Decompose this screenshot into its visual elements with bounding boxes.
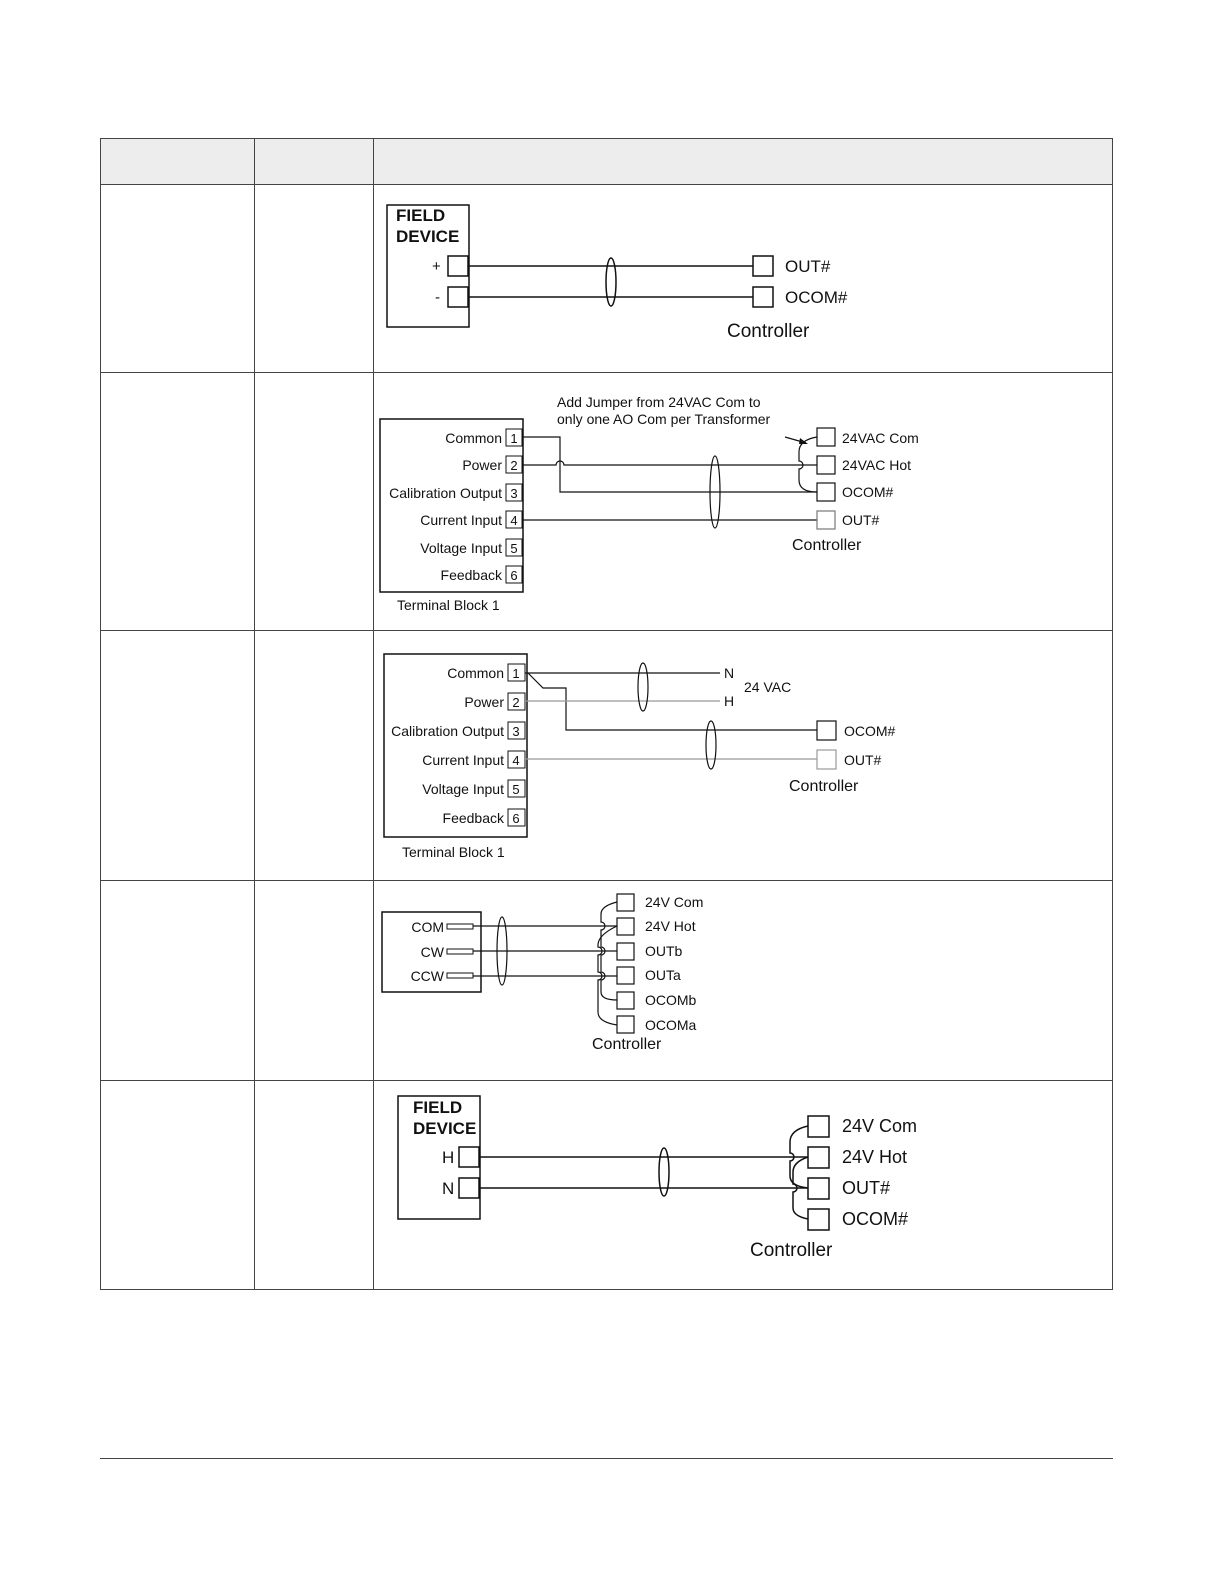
controller-terminal-label: OCOMb [645, 992, 697, 1008]
controller-terminal-label: OCOM# [842, 484, 894, 500]
terminal-number: 6 [510, 568, 518, 583]
terminal-label: Calibration Output [389, 485, 502, 501]
controller-label: Controller [727, 321, 810, 342]
controller-terminal-label: 24VAC Hot [842, 457, 911, 473]
controller-terminal-label: OUTa [645, 967, 681, 983]
out-label: OUT# [844, 752, 882, 768]
terminal-number: 6 [512, 811, 520, 826]
diagram-row-2 [380, 394, 919, 613]
terminal-block-label: Terminal Block 1 [402, 844, 505, 860]
controller-terminal [817, 721, 836, 740]
jumper-arrowhead [799, 438, 808, 444]
controller-terminal [617, 894, 634, 911]
controller-terminal-label: OUTb [645, 943, 683, 959]
terminal-label: Current Input [422, 752, 504, 768]
plus-label: + [432, 258, 441, 275]
controller-terminal-label: OCOM# [842, 1209, 909, 1229]
controller-terminal [817, 483, 835, 501]
controller-terminal [617, 1016, 634, 1033]
controller-terminal [808, 1178, 829, 1199]
controller-terminal-label: OUT# [842, 1178, 891, 1198]
terminal-number: 1 [512, 666, 520, 681]
terminal-ocom [753, 287, 773, 307]
twisted-pair-marker [638, 663, 648, 711]
terminal-plus [448, 256, 468, 276]
controller-terminal-label: OUT# [842, 512, 880, 528]
device-pin [447, 949, 473, 954]
device-terminal-label: COM [411, 919, 444, 935]
n-label: N [724, 665, 735, 681]
controller-label: Controller [592, 1036, 662, 1053]
terminal-number: 2 [510, 458, 518, 473]
twisted-pair-marker [606, 258, 616, 306]
terminal-number: 5 [512, 782, 520, 797]
diagram-row-3 [384, 654, 896, 860]
n-label: N [442, 1179, 455, 1198]
jumper-note: only one AO Com per Transformer [557, 411, 771, 427]
terminal-number: 4 [512, 753, 520, 768]
controller-terminal-label: 24VAC Com [842, 430, 919, 446]
controller-terminal-label: 24V Hot [842, 1147, 908, 1167]
device-pin [447, 973, 473, 978]
diagram-row-4 [382, 894, 703, 1053]
terminal-n [459, 1178, 479, 1198]
controller-terminal [617, 918, 634, 935]
twisted-pair-marker [706, 721, 716, 769]
terminal-number: 3 [510, 486, 518, 501]
terminal-label: Power [462, 457, 502, 473]
device-terminal-label: CCW [410, 968, 444, 984]
terminal-label: Common [445, 430, 502, 446]
terminal-number: 1 [510, 431, 518, 446]
field-device-title: DEVICE [413, 1119, 477, 1138]
field-device-title: FIELD [396, 206, 446, 225]
ocom-label: OCOM# [844, 723, 896, 739]
terminal-number: 3 [512, 724, 520, 739]
vac-label: 24 VAC [744, 679, 792, 695]
wire-power [522, 461, 817, 465]
terminal-label: Feedback [442, 810, 504, 826]
controller-terminal [808, 1209, 829, 1230]
terminal-label: Voltage Input [420, 540, 502, 556]
terminal-label: Feedback [440, 567, 502, 583]
controller-terminal [617, 992, 634, 1009]
terminal-label: Common [447, 665, 504, 681]
ocom-label: OCOM# [785, 288, 848, 307]
terminal-minus [448, 287, 468, 307]
controller-terminal [808, 1116, 829, 1137]
terminal-out [753, 256, 773, 276]
controller-terminal [617, 967, 634, 984]
controller-label: Controller [792, 537, 862, 554]
controller-label: Controller [789, 778, 859, 795]
terminal-number: 4 [510, 513, 518, 528]
terminal-label: Calibration Output [391, 723, 504, 739]
controller-terminal-label: 24V Com [842, 1116, 918, 1136]
terminal-label: Voltage Input [422, 781, 504, 797]
controller-terminal-label: OCOMa [645, 1017, 697, 1033]
controller-terminal [617, 943, 634, 960]
device-pin [447, 924, 473, 929]
terminal-block-label: Terminal Block 1 [397, 597, 500, 613]
controller-terminal [817, 511, 835, 529]
controller-terminal [817, 456, 835, 474]
terminal-h [459, 1147, 479, 1167]
field-device-title: DEVICE [396, 227, 460, 246]
controller-terminal [817, 750, 836, 769]
h-label: H [724, 693, 735, 709]
twisted-pair-marker [659, 1148, 669, 1196]
diagram-row-5 [398, 1096, 917, 1261]
diagram-row-1 [387, 205, 848, 342]
controller-terminal [817, 428, 835, 446]
out-label: OUT# [785, 257, 831, 276]
controller-terminal-label: 24V Hot [645, 918, 696, 934]
terminal-label: Power [464, 694, 504, 710]
controller-terminal-label: 24V Com [645, 894, 704, 910]
jumper-note: Add Jumper from 24VAC Com to [557, 394, 761, 410]
device-terminal-label: CW [420, 944, 444, 960]
terminal-number: 5 [510, 541, 518, 556]
controller-terminal [808, 1147, 829, 1168]
terminal-number: 2 [512, 695, 520, 710]
terminal-label: Current Input [420, 512, 502, 528]
field-device-title: FIELD [413, 1098, 463, 1117]
controller-label: Controller [750, 1240, 833, 1261]
h-label: H [442, 1148, 455, 1167]
minus-label: - [435, 289, 440, 306]
